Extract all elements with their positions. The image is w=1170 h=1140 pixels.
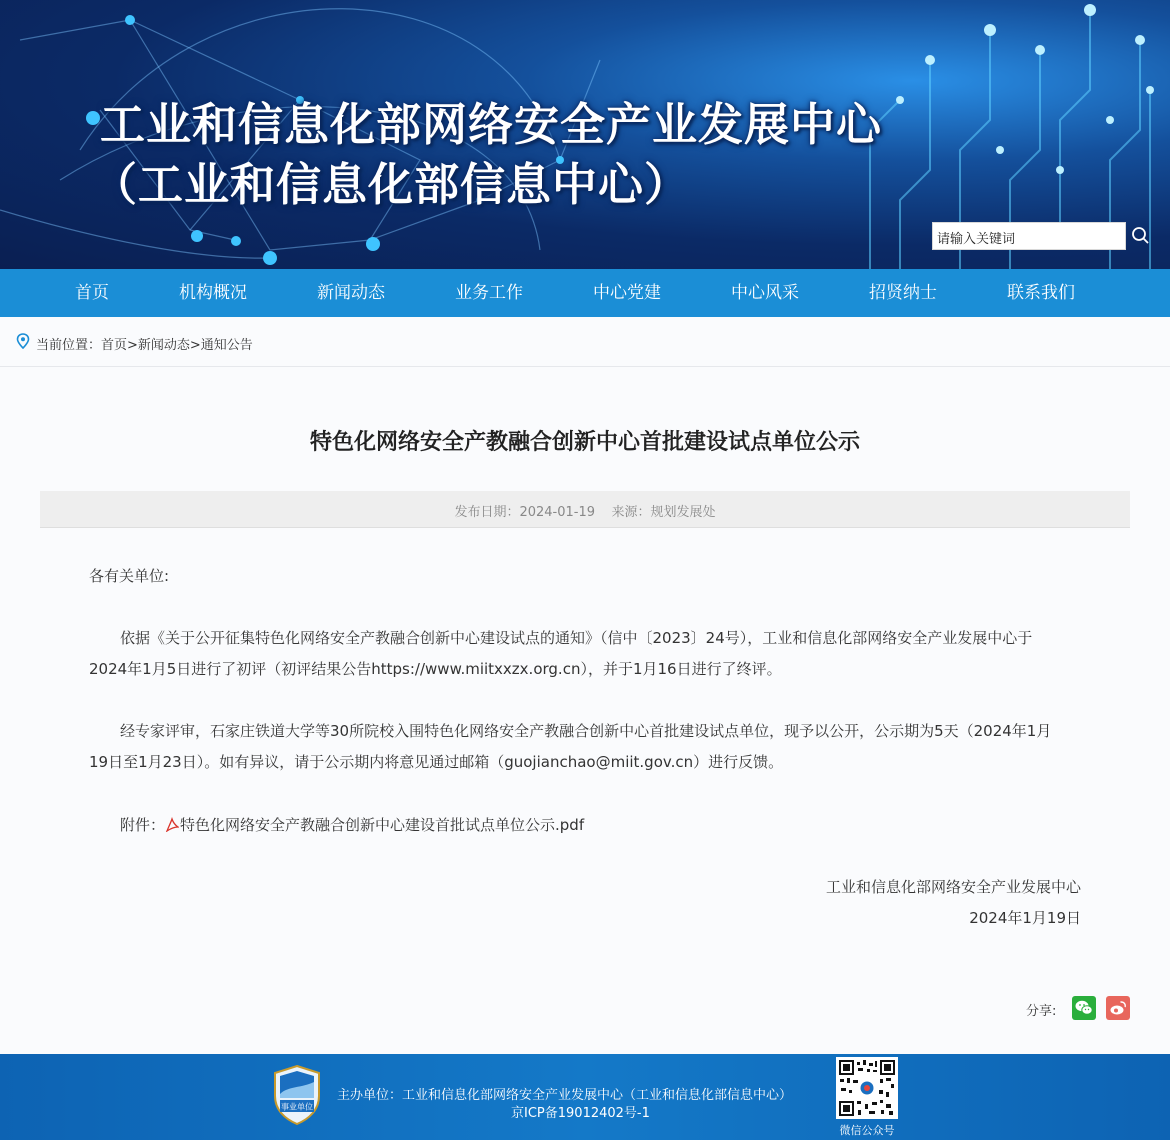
footer [0,1054,1170,1140]
breadcrumb-text[interactable]: 当前位置：首页>新闻动态>通知公告 [36,338,253,353]
breadcrumb [0,317,1170,367]
attachment-link[interactable] [165,816,584,834]
weibo-share-button[interactable] [1106,996,1130,1020]
weibo-icon [1106,996,1130,1020]
qr-code-icon [839,1060,895,1116]
search-button[interactable] [1126,222,1156,250]
para1-line1: 依据《关于公开征集特色化网络安全产教融合创新中心建设试点的通知》（信中〔2023〕24号），工业和信息化部网络安全产业发展中心于 [120,629,1033,647]
site-title-line1: 工业和信息化部网络安全产业发展中心 [100,98,883,151]
para2-line1: 经专家评审，石家庄铁道大学等30所院校入围特色化网络安全产教融合创新中心首批建设试点单位，现予以公开，公示期为5天（2024年1月 [120,722,1052,740]
search-input[interactable]: 请输入关键词 [932,222,1126,250]
para1-line2: 2024年1月5日进行了初评（初评结果公告https://www.miitxxzx.org.cn），并于1月16日进行了终评。 [89,660,782,678]
wechat-share-button[interactable] [1072,996,1096,1020]
nav-item-news[interactable]: 新闻动态 [317,283,385,303]
search-icon [1126,222,1156,250]
qr-label: 微信公众号 [839,1124,895,1137]
nav-item-party[interactable]: 中心党建 [593,283,661,303]
article-title: 特色化网络安全产教融合创新中心首批建设试点单位公示 [309,430,860,455]
nav-item-gallery[interactable]: 中心风采 [731,283,799,303]
nav-item-about[interactable]: 机构概况 [179,283,247,303]
article-meta: 发布日期：2024-01-19 来源：规划发展处 [454,505,716,520]
wechat-icon [1072,996,1096,1020]
footer-sponsor: 主办单位：工业和信息化部网络安全产业发展中心（工业和信息化部信息中心） [337,1088,793,1103]
nav-item-business[interactable]: 业务工作 [455,283,523,303]
header-banner [0,0,1170,269]
footer-icp[interactable]: 京ICP备19012402号-1 [511,1106,650,1121]
salutation: 各有关单位: [89,567,170,585]
wechat-qr-code [836,1057,898,1119]
public-institution-badge-icon [272,1064,322,1126]
nav-item-home[interactable]: 首页 [75,283,109,303]
attachment-filename: 特色化网络安全产教融合创新中心建设首批试点单位公示.pdf [180,816,585,834]
signature-org: 工业和信息化部网络安全产业发展中心 [825,878,1081,896]
site-title-line2: （工业和信息化部信息中心） [92,158,691,211]
attachment-label: 附件： [120,816,166,834]
signature-date: 2024年1月19日 [969,909,1081,927]
pdf-icon [165,817,179,832]
nav-item-contact[interactable]: 联系我们 [1007,283,1075,303]
share-label: 分享: [1026,1004,1057,1019]
para2-line2: 19日至1月23日）。如有异议，请于公示期内将意见通过邮箱（guojianchao@miit.gov.cn）进行反馈。 [89,753,784,771]
article-meta-bar [40,491,1130,528]
nav-item-recruit[interactable]: 招贤纳士 [869,283,937,303]
badge-text: 事业单位 [281,1102,313,1112]
main-nav [0,269,1170,317]
attachment-row [120,814,584,835]
location-pin-icon [16,333,30,349]
